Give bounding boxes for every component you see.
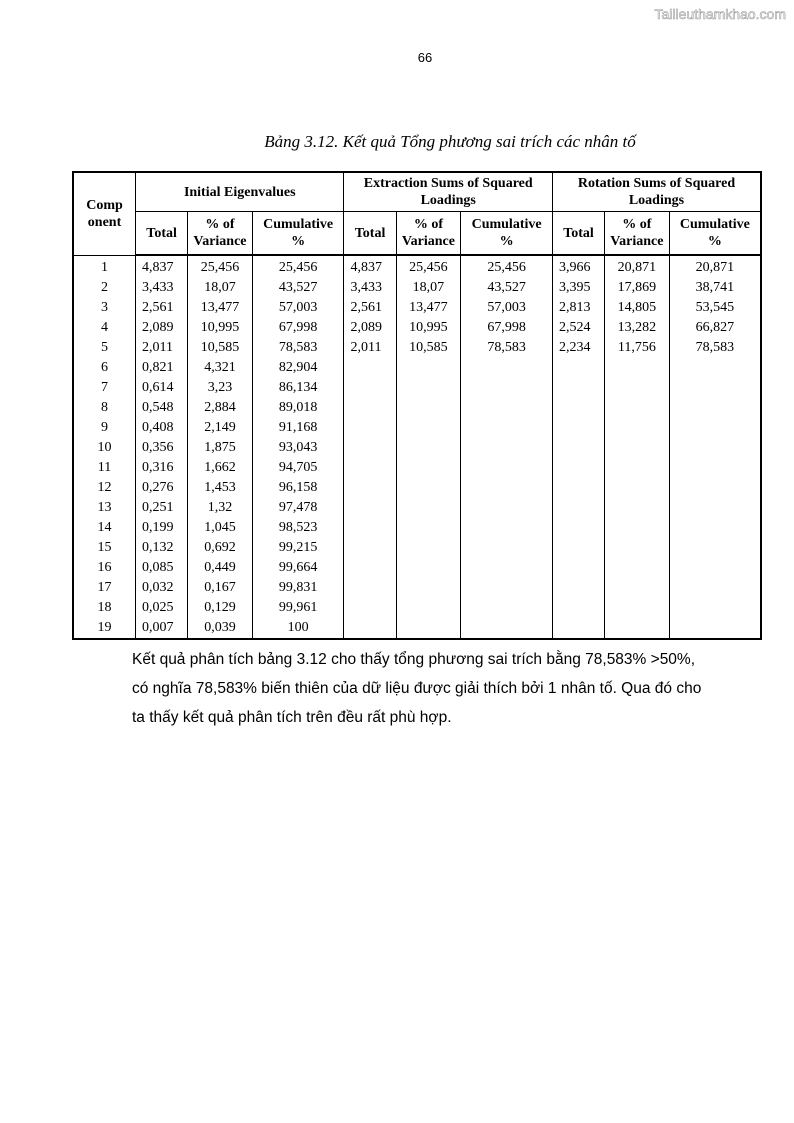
total-variance-table [72,171,762,640]
extraction-total-cell [344,398,396,418]
initial-variance-cell: 1,045 [188,518,253,538]
extraction-total-cell: 4,837 [344,255,396,278]
initial-variance-cell: 4,321 [188,358,253,378]
rotation-cumulative-cell: 38,741 [669,278,761,298]
rotation-total-cell: 3,966 [552,255,604,278]
extraction-variance-cell [396,458,461,478]
initial-total-cell: 0,614 [136,378,188,398]
rotation-cumulative-cell: 66,827 [669,318,761,338]
extraction-cumulative-cell: 57,003 [461,298,553,318]
rotation-variance-cell [605,578,670,598]
table-row [73,378,761,398]
subheader-total: Total [344,212,396,256]
rotation-total-cell [552,498,604,518]
rotation-cumulative-cell [669,618,761,639]
extraction-cumulative-cell [461,478,553,498]
rotation-variance-cell [605,358,670,378]
initial-cumulative-cell: 43,527 [252,278,344,298]
initial-cumulative-cell: 89,018 [252,398,344,418]
extraction-total-cell [344,378,396,398]
extraction-total-cell [344,458,396,478]
table-row [73,298,761,318]
component-cell: 3 [73,298,136,318]
extraction-total-cell [344,478,396,498]
rotation-variance-cell: 14,805 [605,298,670,318]
component-cell: 18 [73,598,136,618]
subheader-variance: % of Variance [605,212,670,256]
group-header-rotation: Rotation Sums of Squared Loadings [552,172,761,212]
table-row [73,438,761,458]
extraction-cumulative-cell [461,598,553,618]
rotation-cumulative-cell [669,398,761,418]
rotation-total-cell [552,578,604,598]
extraction-variance-cell [396,378,461,398]
rotation-variance-cell: 11,756 [605,338,670,358]
rotation-total-cell [552,558,604,578]
extraction-variance-cell [396,438,461,458]
extraction-total-cell [344,358,396,378]
component-cell: 13 [73,498,136,518]
group-header-extraction: Extraction Sums of Squared Loadings [344,172,552,212]
rotation-cumulative-cell [669,478,761,498]
initial-variance-cell: 1,453 [188,478,253,498]
initial-total-cell: 0,251 [136,498,188,518]
initial-variance-cell: 1,662 [188,458,253,478]
initial-cumulative-cell: 99,664 [252,558,344,578]
component-cell: 6 [73,358,136,378]
initial-total-cell: 0,276 [136,478,188,498]
component-cell: 4 [73,318,136,338]
extraction-total-cell [344,418,396,438]
table-row [73,598,761,618]
component-cell: 5 [73,338,136,358]
initial-variance-cell: 10,995 [188,318,253,338]
extraction-cumulative-cell [461,498,553,518]
initial-total-cell: 0,025 [136,598,188,618]
initial-variance-cell: 0,039 [188,618,253,639]
extraction-total-cell [344,438,396,458]
initial-total-cell: 3,433 [136,278,188,298]
table-row [73,278,761,298]
initial-total-cell: 0,548 [136,398,188,418]
rotation-total-cell [552,598,604,618]
rotation-variance-cell [605,478,670,498]
component-cell: 15 [73,538,136,558]
extraction-variance-cell [396,518,461,538]
extraction-total-cell [344,578,396,598]
rotation-cumulative-cell [669,558,761,578]
component-cell: 16 [73,558,136,578]
page-number: 66 [417,50,433,65]
extraction-variance-cell [396,358,461,378]
rotation-variance-cell [605,518,670,538]
rotation-variance-cell [605,378,670,398]
initial-cumulative-cell: 93,043 [252,438,344,458]
initial-total-cell: 2,089 [136,318,188,338]
component-cell: 17 [73,578,136,598]
rotation-variance-cell [605,558,670,578]
extraction-total-cell [344,558,396,578]
rotation-total-cell [552,458,604,478]
extraction-variance-cell [396,478,461,498]
initial-total-cell: 2,561 [136,298,188,318]
extraction-cumulative-cell [461,538,553,558]
rotation-cumulative-cell: 53,545 [669,298,761,318]
rotation-total-cell [552,378,604,398]
table-row [73,398,761,418]
subheader-cumulative: Cumulative % [669,212,761,256]
initial-total-cell: 0,821 [136,358,188,378]
component-cell: 12 [73,478,136,498]
rotation-variance-cell [605,398,670,418]
table-row [73,338,761,358]
initial-total-cell: 0,408 [136,418,188,438]
table-row [73,538,761,558]
rotation-cumulative-cell [669,598,761,618]
initial-total-cell: 0,007 [136,618,188,639]
paragraph-line: có nghĩa 78,583% biến thiên của dữ liệu được giải thích bởi 1 nhân tố. Qua đó cho [132,680,702,697]
rotation-variance-cell [605,458,670,478]
initial-cumulative-cell: 96,158 [252,478,344,498]
initial-variance-cell: 0,129 [188,598,253,618]
rotation-cumulative-cell [669,518,761,538]
extraction-total-cell [344,498,396,518]
rotation-total-cell [552,358,604,378]
initial-variance-cell: 2,884 [188,398,253,418]
initial-total-cell: 0,356 [136,438,188,458]
rotation-total-cell [552,438,604,458]
initial-total-cell: 0,316 [136,458,188,478]
initial-variance-cell: 10,585 [188,338,253,358]
component-cell: 1 [73,255,136,278]
table-row [73,358,761,378]
initial-variance-cell: 2,149 [188,418,253,438]
initial-cumulative-cell: 99,961 [252,598,344,618]
extraction-cumulative-cell [461,398,553,418]
rotation-total-cell [552,518,604,538]
initial-variance-cell: 0,167 [188,578,253,598]
rotation-total-cell: 2,524 [552,318,604,338]
initial-cumulative-cell: 97,478 [252,498,344,518]
rotation-total-cell: 2,813 [552,298,604,318]
rotation-variance-cell [605,618,670,639]
initial-cumulative-cell: 98,523 [252,518,344,538]
initial-cumulative-cell: 82,904 [252,358,344,378]
extraction-total-cell [344,518,396,538]
extraction-variance-cell [396,538,461,558]
extraction-cumulative-cell [461,458,553,478]
paragraph-line: ta thấy kết quả phân tích trên đều rất phù hợp. [132,709,452,726]
initial-total-cell: 0,032 [136,578,188,598]
extraction-total-cell [344,598,396,618]
extraction-variance-cell: 18,07 [396,278,461,298]
table-row [73,318,761,338]
table-caption: Bảng 3.12. Kết quả Tổng phương sai trích các nhân tố [264,132,636,151]
table-row [73,518,761,538]
extraction-cumulative-cell [461,418,553,438]
extraction-cumulative-cell [461,518,553,538]
initial-cumulative-cell: 25,456 [252,255,344,278]
initial-total-cell: 4,837 [136,255,188,278]
extraction-variance-cell [396,558,461,578]
extraction-variance-cell [396,598,461,618]
initial-cumulative-cell: 100 [252,618,344,639]
component-cell: 10 [73,438,136,458]
rotation-cumulative-cell: 20,871 [669,255,761,278]
extraction-total-cell [344,538,396,558]
initial-cumulative-cell: 94,705 [252,458,344,478]
initial-cumulative-cell: 86,134 [252,378,344,398]
extraction-cumulative-cell [461,558,553,578]
rotation-variance-cell: 20,871 [605,255,670,278]
extraction-cumulative-cell: 78,583 [461,338,553,358]
rotation-total-cell [552,398,604,418]
rotation-variance-cell: 13,282 [605,318,670,338]
initial-variance-cell: 18,07 [188,278,253,298]
component-cell: 19 [73,618,136,639]
extraction-total-cell [344,618,396,639]
rotation-variance-cell [605,538,670,558]
component-cell: 9 [73,418,136,438]
initial-cumulative-cell: 57,003 [252,298,344,318]
initial-variance-cell: 3,23 [188,378,253,398]
rotation-total-cell: 2,234 [552,338,604,358]
initial-cumulative-cell: 99,831 [252,578,344,598]
initial-variance-cell: 1,32 [188,498,253,518]
watermark: Tailieuthamkhao.com [654,6,786,22]
initial-variance-cell: 0,449 [188,558,253,578]
rotation-total-cell [552,618,604,639]
rotation-cumulative-cell [669,458,761,478]
extraction-cumulative-cell [461,438,553,458]
extraction-variance-cell: 10,585 [396,338,461,358]
component-header: Comp onent [73,172,136,255]
rotation-cumulative-cell [669,438,761,458]
rotation-variance-cell [605,418,670,438]
initial-cumulative-cell: 78,583 [252,338,344,358]
group-header-initial: Initial Eigenvalues [136,172,344,212]
rotation-cumulative-cell [669,538,761,558]
extraction-cumulative-cell [461,618,553,639]
initial-variance-cell: 25,456 [188,255,253,278]
rotation-total-cell [552,538,604,558]
rotation-cumulative-cell [669,578,761,598]
rotation-cumulative-cell [669,418,761,438]
initial-variance-cell: 0,692 [188,538,253,558]
extraction-cumulative-cell: 67,998 [461,318,553,338]
rotation-cumulative-cell: 78,583 [669,338,761,358]
extraction-variance-cell [396,418,461,438]
subheader-variance: % of Variance [188,212,253,256]
component-cell: 11 [73,458,136,478]
conclusion-paragraph [132,645,742,732]
table-row [73,578,761,598]
initial-variance-cell: 1,875 [188,438,253,458]
extraction-total-cell: 2,011 [344,338,396,358]
rotation-variance-cell: 17,869 [605,278,670,298]
rotation-total-cell [552,478,604,498]
extraction-variance-cell: 25,456 [396,255,461,278]
rotation-total-cell [552,418,604,438]
component-cell: 14 [73,518,136,538]
subheader-total: Total [552,212,604,256]
extraction-variance-cell [396,618,461,639]
initial-total-cell: 0,199 [136,518,188,538]
subheader-total: Total [136,212,188,256]
extraction-cumulative-cell: 43,527 [461,278,553,298]
subheader-variance: % of Variance [396,212,461,256]
extraction-variance-cell: 10,995 [396,318,461,338]
extraction-total-cell: 2,561 [344,298,396,318]
paragraph-line: Kết quả phân tích bảng 3.12 cho thấy tổng phương sai trích bằng 78,583% >50%, [132,651,696,668]
initial-variance-cell: 13,477 [188,298,253,318]
initial-cumulative-cell: 67,998 [252,318,344,338]
table-row [73,418,761,438]
rotation-variance-cell [605,598,670,618]
initial-total-cell: 0,132 [136,538,188,558]
rotation-total-cell: 3,395 [552,278,604,298]
extraction-variance-cell [396,578,461,598]
subheader-cumulative: Cumulative % [252,212,344,256]
component-cell: 7 [73,378,136,398]
rotation-variance-cell [605,498,670,518]
table-row [73,255,761,278]
component-cell: 2 [73,278,136,298]
table-row [73,478,761,498]
extraction-variance-cell: 13,477 [396,298,461,318]
extraction-total-cell: 2,089 [344,318,396,338]
table-row [73,618,761,639]
extraction-cumulative-cell: 25,456 [461,255,553,278]
initial-cumulative-cell: 91,168 [252,418,344,438]
extraction-cumulative-cell [461,358,553,378]
component-cell: 8 [73,398,136,418]
rotation-variance-cell [605,438,670,458]
initial-total-cell: 0,085 [136,558,188,578]
table-row [73,498,761,518]
extraction-variance-cell [396,498,461,518]
table-body [73,255,761,639]
rotation-cumulative-cell [669,358,761,378]
table-row [73,458,761,478]
rotation-cumulative-cell [669,498,761,518]
extraction-cumulative-cell [461,578,553,598]
table-row [73,558,761,578]
initial-total-cell: 2,011 [136,338,188,358]
extraction-cumulative-cell [461,378,553,398]
initial-cumulative-cell: 99,215 [252,538,344,558]
subheader-cumulative: Cumulative % [461,212,553,256]
extraction-total-cell: 3,433 [344,278,396,298]
rotation-cumulative-cell [669,378,761,398]
extraction-variance-cell [396,398,461,418]
